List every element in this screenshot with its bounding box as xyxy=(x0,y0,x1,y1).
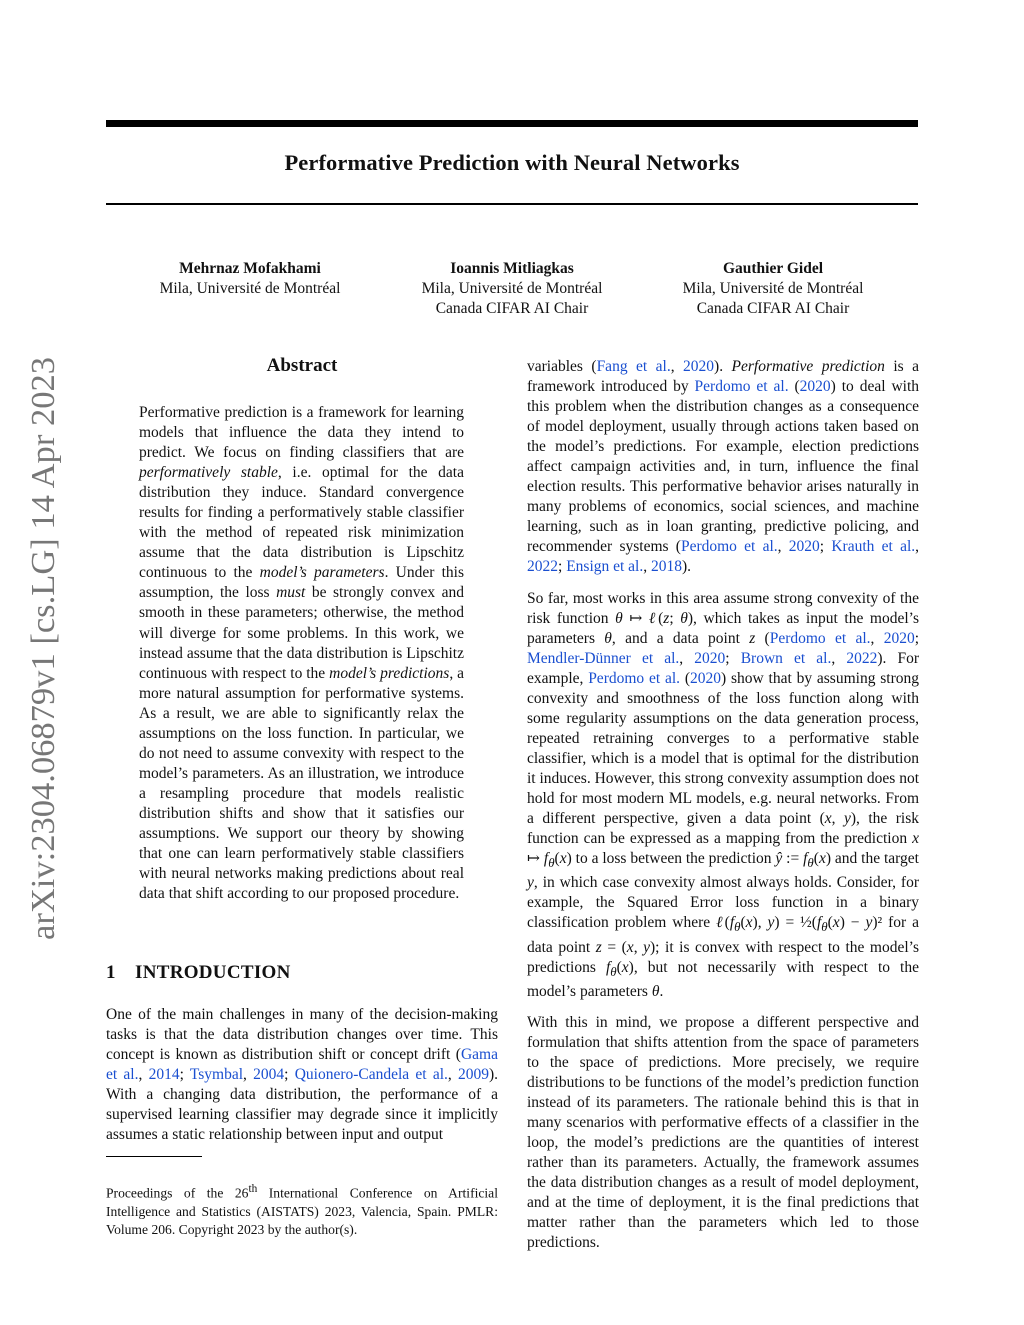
citation-link[interactable]: Krauth et al. xyxy=(831,538,916,556)
citation-link[interactable]: 2014 xyxy=(148,1066,180,1084)
author-block-2 xyxy=(402,259,622,319)
citation-link[interactable]: Quionero-Candela et al. xyxy=(294,1066,448,1084)
citation-link[interactable]: 2018 xyxy=(651,558,682,576)
title-top-rule xyxy=(106,120,918,127)
right-paragraph-1: variables (Fang et al., 2020). Performative prediction is a framework introduced by Perdomo et al. (2020) to deal with this problem when the distribution changes as a consequence of model deployment, usually through actions taken based on the model’s predictions. For example, election predictions affect campaign activities and, in turn, influence the final election results. This performative behavior arises naturally in many problems of economics, social sciences, and machine learning, such as in loan granting, predictive policing, and recommender systems (Perdomo et al., 2020; Krauth et al., 2022; Ensign et al., 2018). xyxy=(527,358,920,576)
author-block-3 xyxy=(663,259,883,319)
citation-link[interactable]: Perdomo et al. xyxy=(588,669,681,687)
citation-link[interactable]: 2020 xyxy=(788,538,820,556)
author-affiliation: Mila, Université de Montréal xyxy=(159,280,341,297)
right-column xyxy=(527,357,919,1253)
title-bottom-rule xyxy=(106,203,918,205)
citation-link[interactable]: 2009 xyxy=(458,1066,489,1084)
intro-paragraph-1: One of the main challenges in many of the decision-making tasks is that the data distribution changes over time. This concept is known as distribution shift or concept drift (Gama et al., 2014; Tsymbal, 2004; Quionero-Candela et al., 2009). With a changing data distribution, the performance of a supervised learning classifier may degrade since it implicitly assumes a static relationship between input and output xyxy=(106,1006,499,1144)
citation-link[interactable]: 2020 xyxy=(883,629,915,647)
citation-link[interactable]: Perdomo et al. xyxy=(694,378,789,396)
right-paragraph-3: With this in mind, we propose a different perspective and formulation that shifts attention from the space of parameters to the space of predictions. More precisely, we require distributions to be functions of the model’s prediction function instead of its parameters. The rationale behind this is that in many scenarios with performative effects of a classifier in the loop, the model’s predictions are the quantities of interest rather than its parameters. Actually, the framework assumes the data distribution changes as a result of model deployment, and at the time of deployment, it is the final predictions that matter rather than the parameters which led to those predictions. xyxy=(527,1013,919,1252)
arxiv-stamp-text: arXiv:2304.06879v1 [cs.LG] 14 Apr 2023 xyxy=(25,365,62,940)
citation-link[interactable]: Perdomo et al. xyxy=(680,538,778,556)
citation-link[interactable]: Fang et al. xyxy=(596,358,671,375)
abstract-body xyxy=(139,403,464,904)
abstract-paragraph: Performative prediction is a framework for learning models that influence the data they intend to predict. We focus on finding classifiers that are performatively stable, i.e. optimal for the data distribution they induce. Standard convergence results for finding a performatively stable classifier with the method of repeated risk minimization assume that the data distribution is Lipschitz continuous to the model’s parameters. Under this assumption, the loss must be strongly convex and smooth in these parameters; otherwise, the method will diverge for some problems. In this work, we instead assume that the data distribution is Lipschitz continuous with respect to the model’s predictions, a more natural assumption for performative systems. As a result, we are able to significantly relax the assumptions on the loss function. In particular, we do not need to assume convexity with respect to the model’s parameters. As an illustration, we introduce a resampling procedure that models realistic distribution shifts and show that it satisfies our assumptions. We support our theory by showing that one can learn performatively stable classifiers with neural networks making predictions about real data that shift according to our proposed procedure. xyxy=(139,404,464,903)
footnote-rule xyxy=(106,1156,202,1157)
citation-link[interactable]: 2022 xyxy=(846,649,878,667)
citation-link[interactable]: 2020 xyxy=(683,358,715,375)
citation-link[interactable]: 2020 xyxy=(690,669,722,687)
arxiv-side-stamp xyxy=(18,355,64,940)
author-affiliation: Mila, Université de Montréal xyxy=(682,280,864,297)
intro-left-column xyxy=(106,1005,498,1145)
author-name: Mehrnaz Mofakhami xyxy=(179,260,321,277)
author-name: Ioannis Mitliagkas xyxy=(450,260,574,277)
author-block-1 xyxy=(140,259,360,299)
author-affiliation: Mila, Université de Montréal xyxy=(421,280,603,297)
citation-link[interactable]: Perdomo et al. xyxy=(769,629,871,647)
author-extra: Canada CIFAR AI Chair xyxy=(435,300,589,317)
citation-link[interactable]: 2020 xyxy=(694,649,726,667)
citation-link[interactable]: Ensign et al. xyxy=(566,558,644,576)
right-paragraph-2: So far, most works in this area assume strong convexity of the risk function θ ↦ ℓ(z; θ), which takes as input the model’s parameters θ, and a data point z (Perdomo et al., 2020; Mendler-Dünner et al., 2020; Brown et al., 2022). For example, Perdomo et al. (2020) show that by assuming strong convexity and smoothness of the loss function along with some regularity assumptions on the data generation process, repeated retraining converges to a performative stable classifier, which is a model that is optimal for the distribution it induces. However, this strong convexity assumption does not hold for most modern ML models, e.g. neural networks. From a different perspective, given a data point (x, y), the risk function can be expressed as a mapping from the prediction x ↦ $f_\theta(x)$ to a loss between the prediction ŷ := $f_\theta(x)$ and the target y, in which case convexity almost always holds. Consider, for example, the Squared Error loss function in a binary classification problem where $\ell(f_\theta(x)$, $y) = \frac{1}{2}(f_\theta(x) - y)^2$ for a data point z = (x, y); it is convex with respect to the model’s predictions $f_\theta(x)$, but not necessarily with respect to the model’s parameters θ. xyxy=(527,589,920,1000)
citation-link[interactable]: Mendler-Dünner et al. xyxy=(527,649,680,667)
author-name: Gauthier Gidel xyxy=(722,260,824,277)
citation-link[interactable]: 2022 xyxy=(527,558,558,576)
section-heading-introduction: 1 INTRODUCTION xyxy=(106,962,291,983)
paper-title: Performative Prediction with Neural Networks xyxy=(284,150,740,175)
citation-link[interactable]: Gama et al. xyxy=(106,1046,498,1084)
citation-link[interactable]: 2004 xyxy=(253,1066,285,1084)
author-extra: Canada CIFAR AI Chair xyxy=(696,300,850,317)
abstract-heading: Abstract xyxy=(266,355,338,376)
citation-link[interactable]: Tsymbal xyxy=(189,1066,244,1084)
footnote: Proceedings of the 26th International Conference on Artificial Intelligence and Statistics (AISTATS) 2023, Valencia, Spain. PMLR: Volume 206. Copyright 2023 by the author(s). xyxy=(106,1183,498,1237)
citation-link[interactable]: 2020 xyxy=(799,378,831,396)
citation-link[interactable]: Brown et al. xyxy=(740,649,832,667)
